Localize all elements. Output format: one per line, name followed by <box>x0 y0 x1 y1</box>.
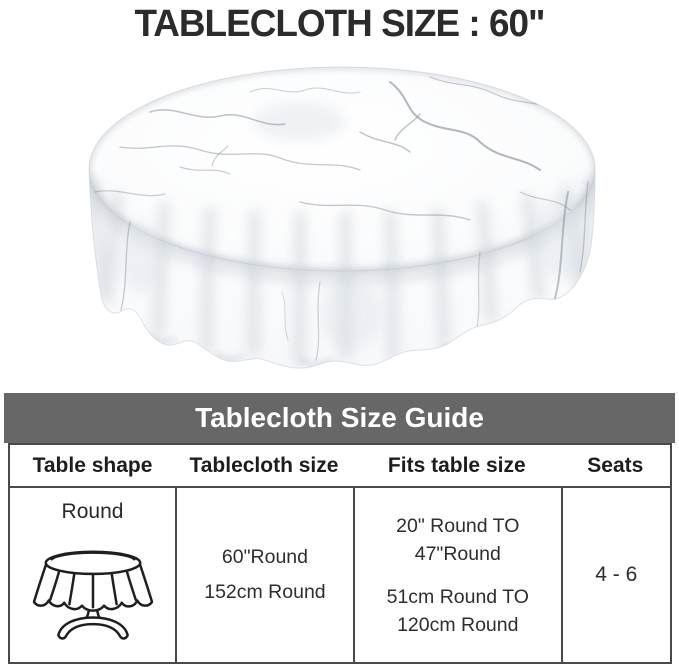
fits-size-line: 120cm Round <box>397 613 519 636</box>
tablecloth-size-line: 60"Round <box>221 546 308 568</box>
cell-seats <box>561 488 670 662</box>
fits-size-line: 20" Round TO <box>396 514 520 537</box>
column-header-tablecloth-size: Tablecloth size <box>175 445 353 488</box>
size-guide-title: Tablecloth Size Guide <box>195 402 484 433</box>
tablecloth-size-line: 152cm Round <box>204 581 326 603</box>
fits-size-cm <box>387 583 529 639</box>
round-table-icon <box>30 526 156 644</box>
size-guide-table <box>8 443 672 664</box>
marble-tablecloth-image <box>0 52 679 393</box>
fits-size-line: 51cm Round TO <box>386 585 529 608</box>
cell-fits-table-size <box>353 488 561 662</box>
fits-size-inches <box>396 512 519 568</box>
seats-value: 4 - 6 <box>595 563 638 586</box>
cell-table-shape <box>10 488 175 662</box>
shape-label: Round <box>61 500 124 523</box>
column-header-table-shape: Table shape <box>10 445 175 488</box>
size-guide-header <box>4 393 675 443</box>
page-title: TABLECLOTH SIZE : 60" <box>134 3 545 45</box>
round-table-icon-svg <box>30 526 156 644</box>
column-header-seats: Seats <box>561 445 670 488</box>
column-header-fits-table-size: Fits table size <box>353 445 561 488</box>
product-photo <box>0 52 679 393</box>
cell-tablecloth-size <box>175 488 353 662</box>
fits-size-line: 47"Round <box>414 542 501 565</box>
